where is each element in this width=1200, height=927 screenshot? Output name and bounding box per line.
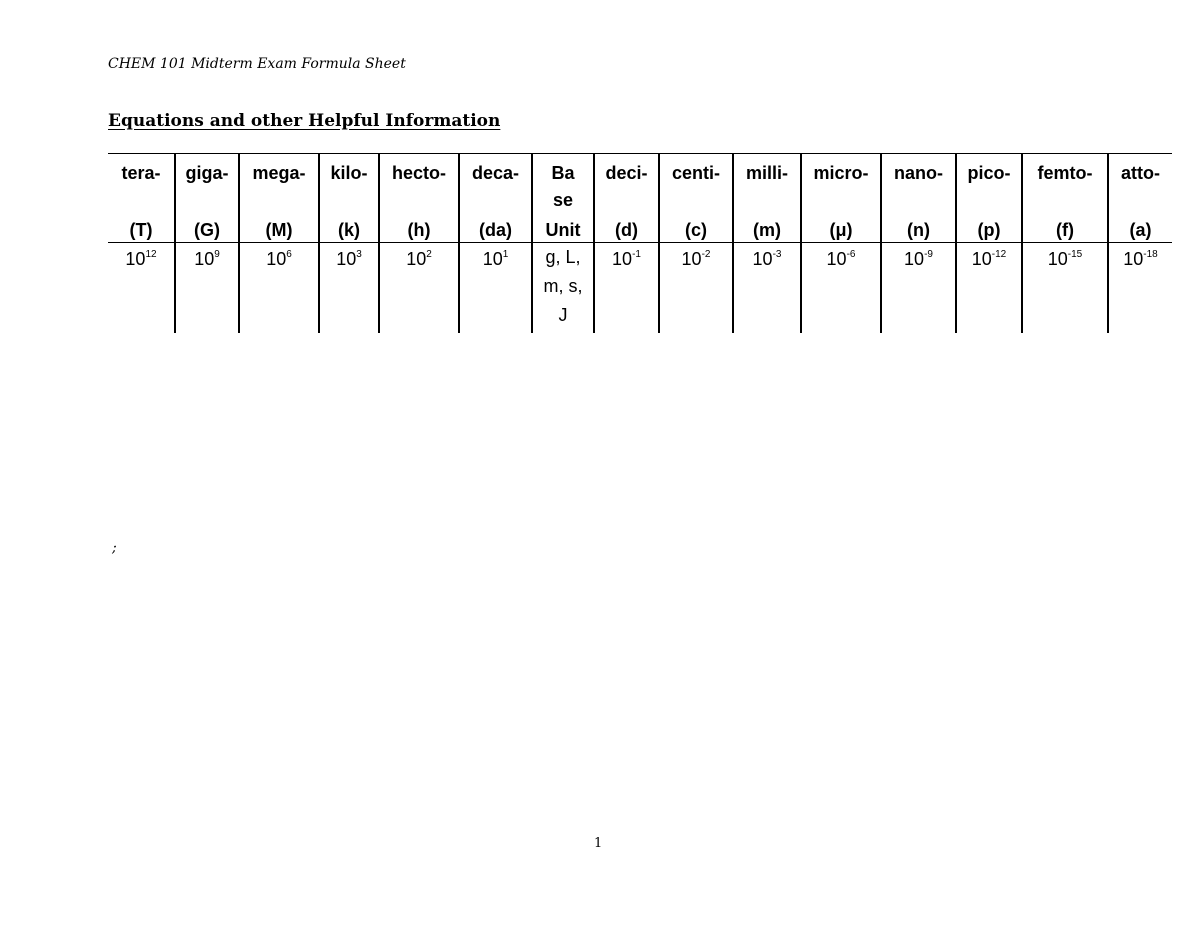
prefix-symbol: (d)	[615, 220, 638, 240]
value-cell-hecto	[379, 243, 459, 334]
prefix-cell-milli	[733, 154, 801, 243]
base-units-list: g, L, m, s, J	[543, 247, 583, 325]
prefix-symbol: Unit	[545, 220, 581, 240]
prefix-value: $10^{-18}$	[1123, 249, 1158, 269]
prefix-cell-hecto	[379, 154, 459, 243]
prefix-value: $10^{-6}$	[826, 249, 856, 269]
prefix-symbol: (n)	[907, 220, 930, 240]
prefix-cell-tera	[108, 154, 175, 243]
prefix-value: $10^{-2}$	[681, 249, 711, 269]
prefix-value: $10^9$	[194, 249, 220, 269]
prefix-value-row	[108, 243, 1172, 334]
prefix-value: $10^{12}$	[125, 249, 157, 269]
prefix-name: mega-	[252, 163, 306, 183]
prefix-symbol: (da)	[479, 220, 512, 240]
metric-prefix-table	[108, 153, 1172, 333]
value-cell-micro	[801, 243, 881, 334]
page-number: 1	[594, 836, 603, 851]
prefix-symbol: (T)	[129, 220, 153, 240]
prefix-value: $10^1$	[482, 249, 509, 269]
prefix-symbol: (h)	[407, 220, 431, 240]
prefix-cell-micro	[801, 154, 881, 243]
prefix-name: deci-	[605, 163, 648, 183]
prefix-name: Base	[551, 163, 575, 210]
prefix-name: atto-	[1121, 163, 1160, 183]
prefix-name: deca-	[471, 163, 520, 183]
prefix-name: tera-	[121, 163, 161, 183]
value-cell-tera	[108, 243, 175, 334]
prefix-symbol: (M)	[265, 220, 293, 240]
prefix-symbol: (m)	[753, 220, 781, 240]
value-cell-pico	[956, 243, 1022, 334]
value-cell-base-unit	[532, 243, 594, 334]
prefix-value: $10^{-3}$	[752, 249, 782, 269]
prefix-cell-centi	[659, 154, 733, 243]
prefix-value: $10^{-9}$	[904, 249, 933, 269]
prefix-symbol: (f)	[1056, 220, 1074, 240]
prefix-cell-deci	[594, 154, 659, 243]
prefix-symbol: (a)	[1129, 220, 1152, 240]
prefix-cell-base-unit	[532, 154, 594, 243]
page-header: CHEM 101 Midterm Exam Formula Sheet	[108, 56, 406, 72]
value-cell-mega	[239, 243, 319, 334]
prefix-cell-pico	[956, 154, 1022, 243]
prefix-symbol: (p)	[977, 220, 1001, 240]
value-cell-kilo	[319, 243, 379, 334]
prefix-symbol: (c)	[685, 220, 707, 240]
prefix-cell-giga	[175, 154, 239, 243]
prefix-name: femto-	[1037, 163, 1093, 183]
value-cell-deca	[459, 243, 532, 334]
prefix-value: $10^{-12}$	[971, 249, 1007, 269]
value-cell-femto	[1022, 243, 1108, 334]
prefix-value: $10^{-15}$	[1047, 249, 1083, 269]
prefix-cell-nano	[881, 154, 956, 243]
prefix-name: giga-	[185, 163, 229, 183]
value-cell-giga	[175, 243, 239, 334]
prefix-symbol: (μ)	[829, 220, 853, 240]
stray-semicolon: ;	[112, 540, 117, 556]
value-cell-milli	[733, 243, 801, 334]
value-cell-nano	[881, 243, 956, 334]
prefix-value: $10^6$	[266, 249, 292, 269]
prefix-cell-atto	[1108, 154, 1172, 243]
prefix-name: nano-	[894, 163, 943, 183]
value-cell-atto	[1108, 243, 1172, 334]
prefix-name: pico-	[967, 163, 1011, 183]
prefix-value: $10^{-1}$	[612, 249, 641, 269]
prefix-header-row	[108, 154, 1172, 243]
prefix-symbol: (G)	[194, 220, 220, 240]
prefix-cell-deca	[459, 154, 532, 243]
prefix-cell-kilo	[319, 154, 379, 243]
value-cell-deci	[594, 243, 659, 334]
prefix-cell-femto	[1022, 154, 1108, 243]
prefix-value: $10^3$	[336, 249, 362, 269]
section-title: Equations and other Helpful Information	[108, 111, 501, 131]
prefix-value: $10^2$	[406, 249, 432, 269]
prefix-name: hecto-	[392, 163, 446, 183]
prefix-cell-mega	[239, 154, 319, 243]
prefix-symbol: (k)	[338, 220, 360, 240]
prefix-name: milli-	[745, 163, 788, 183]
value-cell-centi	[659, 243, 733, 334]
prefix-name: centi-	[671, 163, 720, 183]
prefix-name: kilo-	[330, 163, 368, 183]
prefix-name: micro-	[813, 163, 869, 183]
